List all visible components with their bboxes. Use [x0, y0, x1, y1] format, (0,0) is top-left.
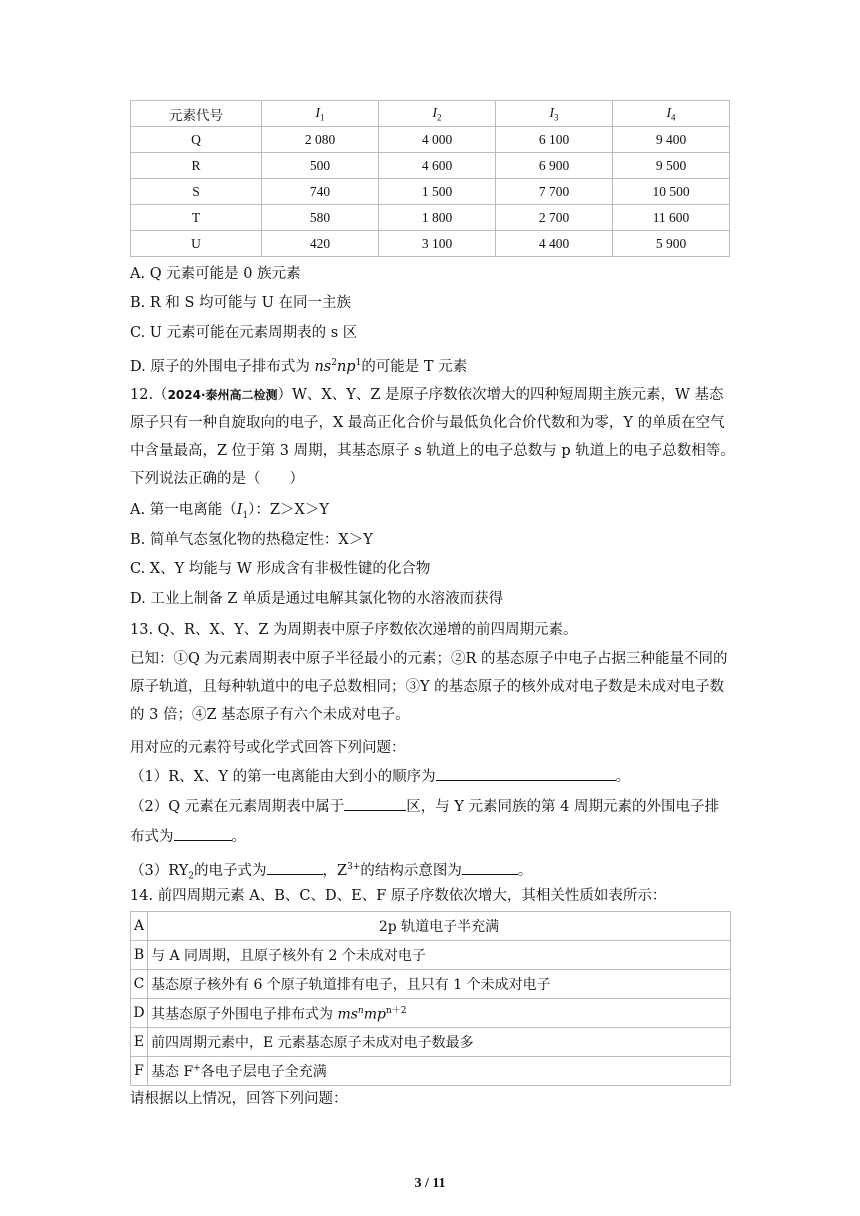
- table-cell: 9 500: [613, 153, 730, 179]
- table-cell: 740: [262, 179, 379, 205]
- table-cell: 6 900: [496, 153, 613, 179]
- table-cell: 2 700: [496, 205, 613, 231]
- q13-part2-line2: 布式为 。: [130, 824, 246, 850]
- page-number: 3 / 11: [414, 1176, 446, 1191]
- table-cell: 10 500: [613, 179, 730, 205]
- header-i3: $I_3$: [496, 101, 613, 127]
- row-key: D: [131, 999, 148, 1028]
- table-cell: R: [131, 153, 262, 179]
- table-row: [131, 1057, 731, 1086]
- table-row: [131, 912, 731, 941]
- row-text: 基态原子核外有 6 个原子轨道排有电子，且只有 1 个未成对电子: [148, 970, 731, 999]
- table-cell: 420: [262, 231, 379, 257]
- q13-part2-line1: （2）Q 元素在元素周期表中属于 区，与 Y 元素同族的第 4 周期元素的外围电子排: [130, 794, 719, 820]
- answer-blank: [344, 794, 406, 811]
- q13-known: 已知：①Q 为元素周期表中原子半径最小的元素；②R 的基态原子中电子占据三种能量不同的原子轨道，且每种轨道中的电子总数相同；③Y 的基态原子的核外成对电子数是未成对电子数的 3 倍；④Z 基态原子有六个未成对电子。: [130, 651, 728, 723]
- table-cell: 9 400: [613, 127, 730, 153]
- table-row: [131, 127, 730, 153]
- table-row: [131, 231, 730, 257]
- q11-option-b: B. R 和 S 均可能与 U 在同一主族: [130, 295, 351, 311]
- q12-source: 2024·泰州高二检测: [167, 388, 278, 402]
- row-text: 基态 F+各电子层电子全充满: [148, 1057, 731, 1086]
- q12-option-c: C. X、Y 均能与 W 形成含有非极性键的化合物: [130, 561, 431, 577]
- q11-option-a: A. Q 元素可能是 0 族元素: [130, 266, 301, 282]
- table-cell: U: [131, 231, 262, 257]
- table-cell: 580: [262, 205, 379, 231]
- row-text: 其基态原子外围电子排布式为 $ms^nmp^{n+2}$: [148, 999, 731, 1028]
- table-cell: 4 600: [379, 153, 496, 179]
- table-row: [131, 941, 731, 970]
- table-cell: 2 080: [262, 127, 379, 153]
- q12-option-a: A. 第一电离能$(I_1)$：Z＞X＞Y: [130, 502, 329, 521]
- table-cell: 6 100: [496, 127, 613, 153]
- table-cell: 500: [262, 153, 379, 179]
- table-header-row: [131, 101, 730, 127]
- q12-option-d: D. 工业上制备 Z 单质是通过电解其氯化物的水溶液而获得: [130, 591, 504, 607]
- row-text: 前四周期元素中，E 元素基态原子未成对电子数最多: [148, 1028, 731, 1057]
- row-key: E: [131, 1028, 148, 1057]
- table-cell: 1 500: [379, 179, 496, 205]
- table-row: [131, 179, 730, 205]
- element-properties-table: [130, 911, 731, 1086]
- header-i4: $I_4$: [613, 101, 730, 127]
- row-key: B: [131, 941, 148, 970]
- table-cell: S: [131, 179, 262, 205]
- q13-part3: $(3)RY_2$的电子式为 ，$Z^{3+}$的结构示意图为 。: [130, 854, 532, 880]
- answer-blank: [436, 764, 616, 781]
- table-cell: T: [131, 205, 262, 231]
- table-row: [131, 999, 731, 1028]
- row-key: F: [131, 1057, 148, 1086]
- row-text: 2p 轨道电子半充满: [148, 912, 731, 941]
- q13-stem: 13. Q、R、X、Y、Z 为周期表中原子序数依次递增的前四周期元素。: [130, 622, 578, 638]
- answer-blank: [267, 858, 323, 875]
- table-cell: 4 000: [379, 127, 496, 153]
- table-cell: 3 100: [379, 231, 496, 257]
- table-cell: Q: [131, 127, 262, 153]
- header-element-code: 元素代号: [131, 101, 262, 127]
- row-text: 与 A 同周期，且原子核外有 2 个未成对电子: [148, 941, 731, 970]
- table-row: [131, 1028, 731, 1057]
- answer-blank: [462, 858, 518, 875]
- ionization-energy-table: [130, 100, 730, 257]
- q12-option-b: B. 简单气态氢化物的热稳定性：X＞Y: [130, 532, 373, 548]
- q14-stem: 14. 前四周期元素 A、B、C、D、E、F 原子序数依次增大，其相关性质如表所示：: [130, 888, 667, 904]
- header-i1: $I_1$: [262, 101, 379, 127]
- table-row: [131, 153, 730, 179]
- row-key: A: [131, 912, 148, 941]
- table-cell: 1 800: [379, 205, 496, 231]
- q11-option-d: D. 原子的外围电子排布式为 $ns^2np^1$的可能是 T 元素: [130, 358, 468, 375]
- table-cell: 7 700: [496, 179, 613, 205]
- table-cell: 4 400: [496, 231, 613, 257]
- q14-after: 请根据以上情况，回答下列问题：: [130, 1091, 348, 1107]
- q13-ask: 用对应的元素符号或化学式回答下列问题：: [130, 740, 406, 756]
- table-cell: 5 900: [613, 231, 730, 257]
- table-row: [131, 205, 730, 231]
- header-i2: $I_2$: [379, 101, 496, 127]
- table-row: [131, 970, 731, 999]
- row-key: C: [131, 970, 148, 999]
- q11-option-c: C. U 元素可能在元素周期表的 s 区: [130, 325, 358, 341]
- q12-stem: 12.（2024·泰州高二检测）W、X、Y、Z 是原子序数依次增大的四种短周期主族元素，W 基态原子只有一种自旋取向的电子，X 最高正化合价与最低负化合价代数和为零，Y 的单质在空气中含量最高，Z 位于第 3 周期，其基态原子 s 轨道上的电子总数与 p 轨道上的电子总数相等。下列说法正确的是（ ）: [130, 387, 735, 487]
- answer-blank: [174, 824, 232, 841]
- table-cell: 11 600: [613, 205, 730, 231]
- q13-part1: （1）R、X、Y 的第一电离能由大到小的顺序为 。: [130, 764, 630, 790]
